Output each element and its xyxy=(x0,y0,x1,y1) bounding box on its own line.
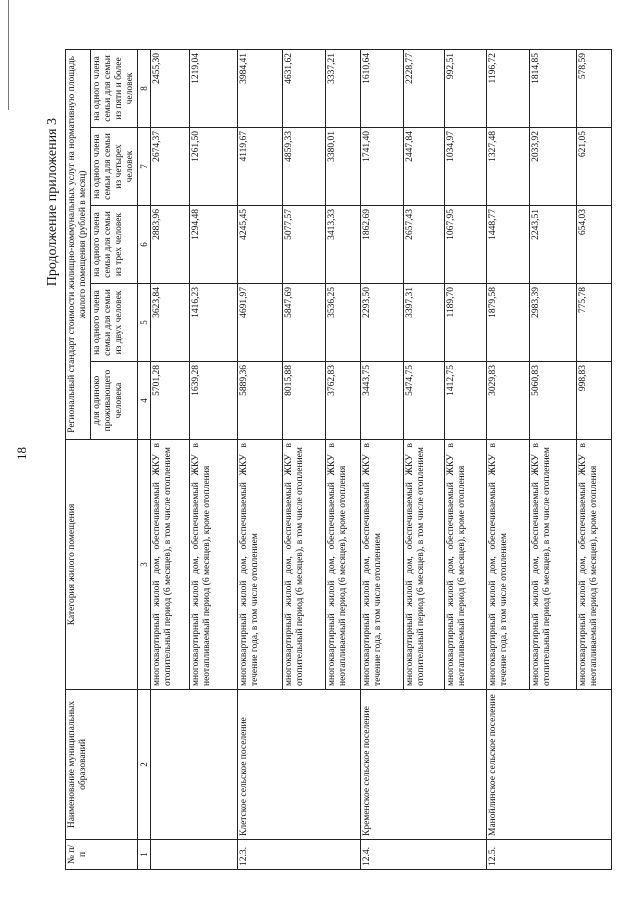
value-cell: 4859,33 xyxy=(282,128,325,206)
value-cell: 5077,57 xyxy=(282,206,325,284)
category-cell: многоквартирный жилой дом, обеспечиваемый ЖКУ в течение года, в том числе отоплением xyxy=(237,440,282,690)
value-cell: 3623,84 xyxy=(150,284,189,362)
row-number: 12.4. xyxy=(360,840,486,870)
value-cell: 3413,33 xyxy=(325,206,360,284)
value-cell: 1862,69 xyxy=(360,206,403,284)
value-cell: 1034,97 xyxy=(444,128,486,206)
value-cell: 1219,04 xyxy=(189,49,237,127)
column-index: 1 xyxy=(137,840,150,870)
value-cell: 2983,39 xyxy=(529,284,576,362)
header-number: № п/п xyxy=(66,840,138,870)
value-cell: 5889,36 xyxy=(237,362,282,440)
header-family-5: на одного члена семьи для семьи из пяти и более человек xyxy=(90,49,137,127)
value-cell: 3536,25 xyxy=(325,284,360,362)
row-number: 12.3. xyxy=(237,840,360,870)
category-cell: многоквартирный жилой дом, обеспечиваемый ЖКУ в отопительный период (6 месяцев), в том числе отоплением xyxy=(150,440,189,690)
value-cell: 4631,62 xyxy=(282,49,325,127)
value-cell: 4119,67 xyxy=(237,128,282,206)
header-family-2: на одного члена семьи для семьи из двух человек xyxy=(90,284,137,362)
top-rule xyxy=(8,0,9,110)
category-cell: многоквартирный жилой дом, обеспечиваемый ЖКУ в неотапливаемый период (6 месяцев), кроме отопления xyxy=(576,440,611,690)
column-index: 4 xyxy=(137,362,150,440)
value-cell: 775,78 xyxy=(576,284,611,362)
value-cell: 5701,28 xyxy=(150,362,189,440)
value-cell: 1294,48 xyxy=(189,206,237,284)
value-cell: 1416,23 xyxy=(189,284,237,362)
value-cell: 8015,88 xyxy=(282,362,325,440)
value-cell: 5847,69 xyxy=(282,284,325,362)
value-cell: 2243,51 xyxy=(529,206,576,284)
value-cell: 3984,41 xyxy=(237,49,282,127)
value-cell: 1189,70 xyxy=(444,284,486,362)
category-cell: многоквартирный жилой дом, обеспечиваемый ЖКУ в течение года, в том числе отоплением xyxy=(360,440,403,690)
value-cell: 2455,30 xyxy=(150,49,189,127)
header-family-4: на одного члена семьи для семьи из четырех человек xyxy=(90,128,137,206)
header-name: Наименование муниципальных образований xyxy=(66,690,138,840)
value-cell: 2883,96 xyxy=(150,206,189,284)
column-index: 2 xyxy=(137,690,150,840)
value-cell: 998,83 xyxy=(576,362,611,440)
value-cell: 1610,64 xyxy=(360,49,403,127)
municipality-name: Кременское сельское поселение xyxy=(360,690,486,840)
value-cell: 1327,48 xyxy=(486,128,529,206)
value-cell: 1879,58 xyxy=(486,284,529,362)
value-cell: 1196,72 xyxy=(486,49,529,127)
value-cell: 3762,83 xyxy=(325,362,360,440)
value-cell: 2033,92 xyxy=(529,128,576,206)
value-cell: 2293,50 xyxy=(360,284,403,362)
table-row xyxy=(150,49,189,869)
continuation-caption: Продолжение приложения 3 xyxy=(45,118,60,287)
value-cell: 621,05 xyxy=(576,128,611,206)
header-family-3: на одного члена семьи для семьи из трех человек xyxy=(90,206,137,284)
value-cell: 1412,75 xyxy=(444,362,486,440)
value-cell: 2674,37 xyxy=(150,128,189,206)
column-index: 5 xyxy=(137,284,150,362)
column-index-row xyxy=(137,49,150,869)
header-row-1 xyxy=(66,49,91,869)
value-cell: 1067,95 xyxy=(444,206,486,284)
value-cell: 2657,43 xyxy=(403,206,444,284)
value-cell: 578,59 xyxy=(576,49,611,127)
table-row xyxy=(486,49,529,869)
value-cell: 3397,31 xyxy=(403,284,444,362)
row-number xyxy=(150,840,237,870)
header-category: Категория жилого помещения xyxy=(66,440,138,690)
value-cell: 1261,50 xyxy=(189,128,237,206)
category-cell: многоквартирный жилой дом, обеспечиваемый ЖКУ в отопительный период (6 месяцев), в том числе отоплением xyxy=(282,440,325,690)
value-cell: 1814,85 xyxy=(529,49,576,127)
header-group: Региональный стандарт стоимости жилищно-коммунальных услуг на нормативную площадь жилого помещения (рублей в месяц) xyxy=(66,49,91,439)
category-cell: многоквартирный жилой дом, обеспечиваемый ЖКУ в неотапливаемый период (6 месяцев), кроме отопления xyxy=(189,440,237,690)
table-row xyxy=(237,49,282,869)
municipality-name: Манойлинское сельское поселение xyxy=(486,690,611,840)
value-cell: 992,51 xyxy=(444,49,486,127)
row-number: 12.5. xyxy=(486,840,611,870)
standards-table xyxy=(65,49,612,870)
value-cell: 3337,21 xyxy=(325,49,360,127)
column-index: 6 xyxy=(137,206,150,284)
page-number: 18 xyxy=(14,447,29,460)
category-cell: многоквартирный жилой дом, обеспечиваемый ЖКУ в неотапливаемый период (6 месяцев), кроме отопления xyxy=(444,440,486,690)
column-index: 8 xyxy=(137,49,150,127)
category-cell: многоквартирный жилой дом, обеспечиваемый ЖКУ в отопительный период (6 месяцев), в том числе отоплением xyxy=(403,440,444,690)
value-cell: 1448,77 xyxy=(486,206,529,284)
value-cell: 2447,84 xyxy=(403,128,444,206)
value-cell: 3443,75 xyxy=(360,362,403,440)
municipality-name: Клетское сельское поселение xyxy=(237,690,360,840)
value-cell: 3380,01 xyxy=(325,128,360,206)
category-cell: многоквартирный жилой дом, обеспечиваемый ЖКУ в течение года, в том числе отоплением xyxy=(486,440,529,690)
column-index: 3 xyxy=(137,440,150,690)
value-cell: 5474,75 xyxy=(403,362,444,440)
value-cell: 654,03 xyxy=(576,206,611,284)
value-cell: 5060,83 xyxy=(529,362,576,440)
value-cell: 4245,45 xyxy=(237,206,282,284)
value-cell: 2228,77 xyxy=(403,49,444,127)
column-index: 7 xyxy=(137,128,150,206)
category-cell: многоквартирный жилой дом, обеспечиваемый ЖКУ в неотапливаемый период (6 месяцев), кроме отопления xyxy=(325,440,360,690)
value-cell: 1741,40 xyxy=(360,128,403,206)
table-row xyxy=(360,49,403,869)
header-single: для одиноко проживающего человека xyxy=(90,362,137,440)
category-cell: многоквартирный жилой дом, обеспечиваемый ЖКУ в отопительный период (6 месяцев), в том числе отоплением xyxy=(529,440,576,690)
value-cell: 3029,83 xyxy=(486,362,529,440)
value-cell: 1639,28 xyxy=(189,362,237,440)
municipality-name xyxy=(150,690,237,840)
value-cell: 4691,97 xyxy=(237,284,282,362)
